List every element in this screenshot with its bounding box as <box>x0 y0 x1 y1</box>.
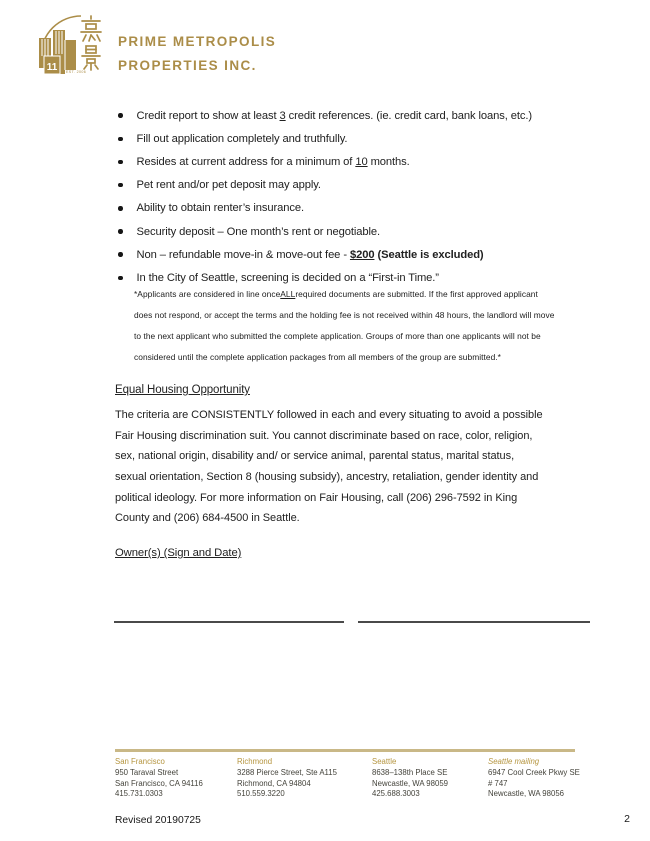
chinese-characters-icon <box>81 16 101 70</box>
text-run: *Applicants are considered in line once <box>134 288 281 299</box>
list-item-text <box>137 202 305 214</box>
list-item <box>118 197 532 220</box>
signature-line-2 <box>358 621 590 623</box>
bullet-icon <box>118 252 123 257</box>
text-run: to the next applicant who submitted the complete application. Groups of more than one applicants will not be <box>134 330 541 341</box>
office-name: Seattle mailing <box>488 757 540 766</box>
list-item <box>118 243 532 266</box>
office-address-line: 415.731.0303 <box>115 789 163 799</box>
text-run: Resides at current address for a minimum of <box>136 155 356 168</box>
office-name: Richmond <box>237 757 273 766</box>
paragraph-line: The criteria are CONSISTENTLY followed in each and every situating to avoid a possible <box>115 409 543 422</box>
list-item <box>118 174 532 197</box>
text-run: Security deposit – One month’s rent or negotiable. <box>136 225 381 238</box>
list-item-text <box>137 156 410 168</box>
text-run: Ability to obtain renter’s insurance. <box>136 202 305 215</box>
list-item-text <box>137 226 381 238</box>
office-address-line: 8638–138th Place SE <box>372 767 448 777</box>
text-run: ALL <box>280 288 296 299</box>
paragraph-line: sexual orientation, Section 8 (housing subsidy), ancestry, retaliation, gender identity and <box>115 471 539 484</box>
fine-print-line <box>134 325 554 346</box>
text-run: 3 <box>279 109 286 122</box>
text-run: $200 <box>349 248 375 261</box>
paragraph-line: political ideology. For more information on Fair Housing, call (206) 296-7592 in King <box>115 491 518 504</box>
equal-housing-paragraph <box>115 405 543 529</box>
office-address-line: 950 Taraval Street <box>115 767 179 777</box>
list-item-text <box>137 110 533 122</box>
footer-divider <box>115 749 575 752</box>
text-run: 10 <box>355 155 368 168</box>
bullet-icon <box>118 113 123 118</box>
fine-print-line <box>134 346 554 367</box>
requirements-list <box>118 104 532 290</box>
paragraph-line: sex, national origin, disability and/ or service animal, parental status, marital status, <box>115 450 515 463</box>
office-address-line: 6947 Cool Creek Pkwy SE <box>488 767 580 777</box>
text-run: credit references. (ie. credit card, bank loans, etc.) <box>285 109 532 122</box>
logo-building-number: 11 <box>46 62 58 73</box>
page-number: 2 <box>624 813 630 825</box>
office-column <box>488 757 580 800</box>
list-item-text <box>137 249 484 261</box>
office-address-line: Richmond, CA 94804 <box>237 778 311 788</box>
fine-print-line <box>134 304 554 325</box>
office-address-line: San Francisco, CA 94116 <box>115 778 203 788</box>
text-run: required documents are submitted. If the first approved applicant <box>295 288 538 299</box>
equal-housing-heading: Equal Housing Opportunity <box>115 384 250 396</box>
office-name: Seattle <box>372 757 397 766</box>
bullet-icon <box>118 276 123 281</box>
list-item-text <box>137 133 348 145</box>
office-column <box>115 757 203 800</box>
bullet-icon <box>118 183 123 188</box>
text-run: considered until the complete application packages from all members of the group are submitted.* <box>134 351 501 362</box>
text-run: does not respond, or accept the terms and the holding fee is not received within 48 hours, the landlord will move <box>134 309 555 320</box>
list-item <box>118 150 532 173</box>
owners-sign-heading: Owner(s) (Sign and Date) <box>115 547 242 559</box>
office-column <box>237 757 337 800</box>
revision-note: Revised 20190725 <box>115 815 201 826</box>
text-run: Credit report to show at least <box>136 109 280 122</box>
office-address-line: # 747 <box>488 778 508 788</box>
logo-established-text: EST. 2006 <box>66 70 87 74</box>
text-run: Pet rent and/or pet deposit may apply. <box>136 179 321 192</box>
bullet-icon <box>118 160 123 165</box>
office-address-line: 510.559.3220 <box>237 789 285 799</box>
fine-print-line <box>134 283 554 304</box>
text-run: (Seattle is excluded) <box>377 248 484 261</box>
bullet-icon <box>118 229 123 234</box>
bullet-icon <box>118 206 123 211</box>
paragraph-line: Fair Housing discrimination suit. You cannot discriminate based on race, color, religion, <box>115 429 533 442</box>
company-logo-mark-icon <box>37 12 105 78</box>
company-name-line2: PROPERTIES INC. <box>118 58 257 73</box>
office-column <box>372 757 448 800</box>
list-item <box>118 127 532 150</box>
office-address-line: Newcastle, WA 98059 <box>372 778 448 788</box>
office-address-line: 3288 Pierce Street, Ste A115 <box>237 767 337 777</box>
text-run: months. <box>367 155 410 168</box>
applicant-fine-print <box>134 283 554 367</box>
text-run: Fill out application completely and truthfully. <box>136 132 348 145</box>
list-item-text <box>137 179 321 191</box>
list-item <box>118 220 532 243</box>
office-address-line: Newcastle, WA 98056 <box>488 789 564 799</box>
company-wordmark <box>118 30 276 78</box>
office-name: San Francisco <box>115 757 165 766</box>
text-run: Non – refundable move-in & move-out fee - <box>136 248 350 261</box>
signature-line-1 <box>114 621 344 623</box>
office-address-line: 425.688.3003 <box>372 789 420 799</box>
bullet-icon <box>118 137 123 142</box>
company-name-line1: PRIME METROPOLIS <box>118 34 277 49</box>
list-item <box>118 104 532 127</box>
paragraph-line: County and (206) 684-4500 in Seattle. <box>115 512 300 525</box>
text-run: In the City of Seattle, screening is decided on a “First-in Time.” <box>136 271 439 284</box>
